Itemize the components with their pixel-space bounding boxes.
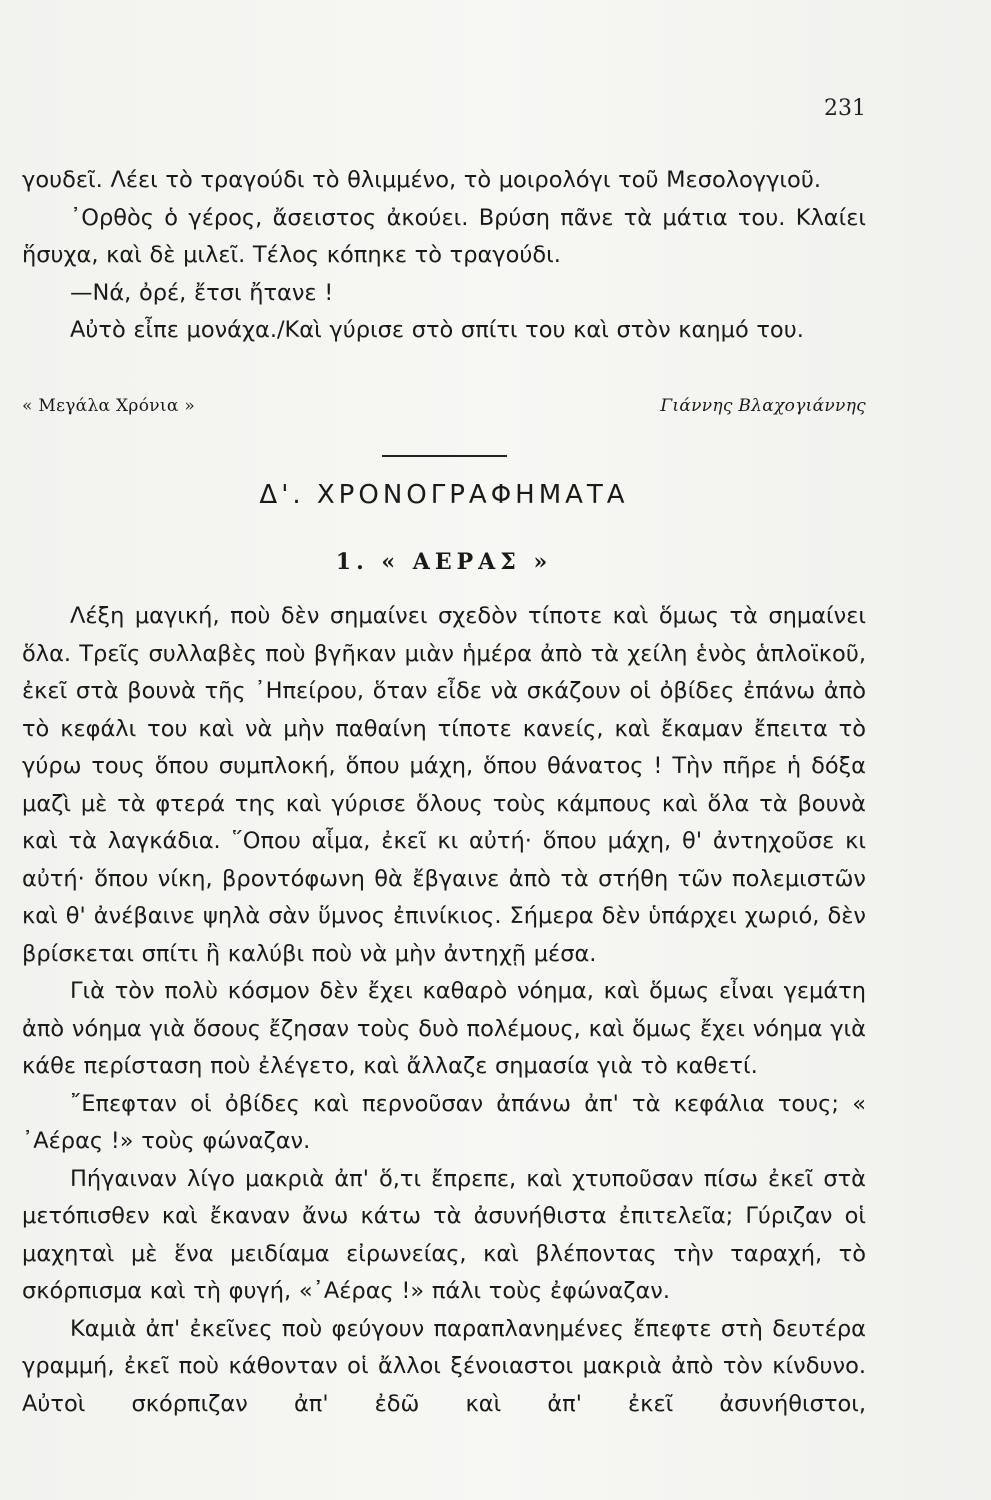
paragraph: ῎Επεφταν οἱ ὀβίδες καὶ περνοῦσαν ἀπάνω ἀπ' τὰ κεφάλια τους; « ᾿Αέρας !» τοὺς φώναζαν. [22, 1090, 866, 1154]
source-author: Γιάννης Βλαχογιάννης [660, 396, 866, 416]
paragraph: Πήγαιναν λίγο μακριὰ ἀπ' ὅ,τι ἔπρεπε, καὶ χτυποῦσαν πίσω ἐκεῖ στὰ μετόπισθεν καὶ ἔκαναν ἄνω κάτω τὰ ἀσυνήθιστα ἐπιτελεῖα; Γύριζαν οἱ μαχηταὶ μὲ ἕνα μειδίαμα εἰρωνείας, καὶ βλέποντας τὴν ταραχή, τὸ σκόρπισμα καὶ τὴ φυγή, «᾿Αέρας !» πάλι τοὺς ἐφώναζαν. [22, 1165, 866, 1304]
page-number: 231 [824, 96, 866, 121]
source-title: « Μεγάλα Χρόνια » [22, 396, 196, 416]
paragraph: Λέξη μαγική, ποὺ δὲν σημαίνει σχεδὸν τίποτε καὶ ὅμως τὰ σημαίνει ὅλα. Τρεῖς συλλαβὲς ποὺ βγῆκαν μιὰν ἡμέρα ἀπὸ τὰ χείλη ἑνὸς ἁπλοϊκοῦ, ἐκεῖ στὰ βουνὰ τῆς ᾿Ηπείρου, ὅταν εἶδε νὰ σκάζουν οἱ ὀβίδες ἐπάνω ἀπὸ τὸ κεφάλι του καὶ νὰ μὴν παθαίνη τίποτε κανείς, καὶ ἔκαμαν ἔπειτα τὸ γύρω τους ὅπου συμπλοκή, ὅπου μάχη, ὅπου θάνατος ! Τὴν πῆρε ἡ δόξα μαζὶ μὲ τὰ φτερά της καὶ γύρισε ὅλους τοὺς κάμπους καὶ ὅλα τὰ βουνὰ καὶ τὰ λαγκάδια. ῞Οπου αἷμα, ἐκεῖ κι αὐτή· ὅπου μάχη, θ' ἀντηχοῦσε κι αὐτή· ὅπου νίκη, βροντόφωνη θὰ ἔβγαινε ἀπὸ τὰ στήθη τῶν πολεμιστῶν καὶ θ' ἀνέβαινε ψηλὰ σὰν ὕμνος ἐπινίκιος. Σήμερα δὲν ὑπάρχει χωριό, δὲν βρίσκεται σπίτι ἢ καλύβι ποὺ νὰ μὴν ἀντηχῇ μέσα. [22, 603, 866, 967]
paragraph: Καμιὰ ἀπ' ἐκεῖνες ποὺ φεύγουν παραπλανημένες ἔπεφτε στὴ δευτέρα γραμμή, ἐκεῖ ποὺ κάθονταν οἱ ἄλλοι ξένοιαστοι μακριὰ ἀπὸ τὸν κίνδυνο. Αὐτοὶ σκόρπιζαν ἀπ' ἐδῶ καὶ ἀπ' ἐκεῖ ἀσυνήθιστοι, [22, 1315, 866, 1417]
paragraph: Γιὰ τὸν πολὺ κόσμον δὲν ἔχει καθαρὸ νόημα, καὶ ὅμως εἶναι γεμάτη ἀπὸ νόημα γιὰ ὅσους ἔζησαν τοὺς δυὸ πολέμους, καὶ ὅμως ἔχει νόημα γιὰ κάθε περίσταση ποὺ ἐλέγετο, καὶ ἄλλαζε σημασία γιὰ τὸ καθετί. [22, 978, 866, 1079]
section-title: Δ'. ΧΡΟΝΟΓΡΑΦΗΜΑΤΑ [259, 480, 629, 510]
paragraph: ᾿Ορθὸς ὁ γέρος, ἄσειστος ἀκούει. Βρύση πᾶνε τὰ μάτια του. Κλαίει ἥσυχα, καὶ δὲ μιλεῖ. Τέλος κόπηκε τὸ τραγούδι. [22, 204, 866, 268]
continued-text-block [22, 162, 866, 350]
source-citation [22, 396, 866, 416]
paragraph: γουδεῖ. Λέει τὸ τραγούδι τὸ θλιμμένο, τὸ μοιρολόγι τοῦ Μεσολογγιοῦ. [22, 167, 821, 193]
paragraph: Αὐτὸ εἶπε μονάχα./Καὶ γύρισε στὸ σπίτι του καὶ στὸν καημό του. [70, 317, 804, 343]
chapter-title: 1. « ΑΕΡΑΣ » [335, 549, 553, 575]
divider-rule [382, 455, 507, 457]
body-text-block [22, 598, 866, 1423]
paragraph: —Νά, ὀρέ, ἔτσι ἤτανε ! [70, 279, 334, 306]
